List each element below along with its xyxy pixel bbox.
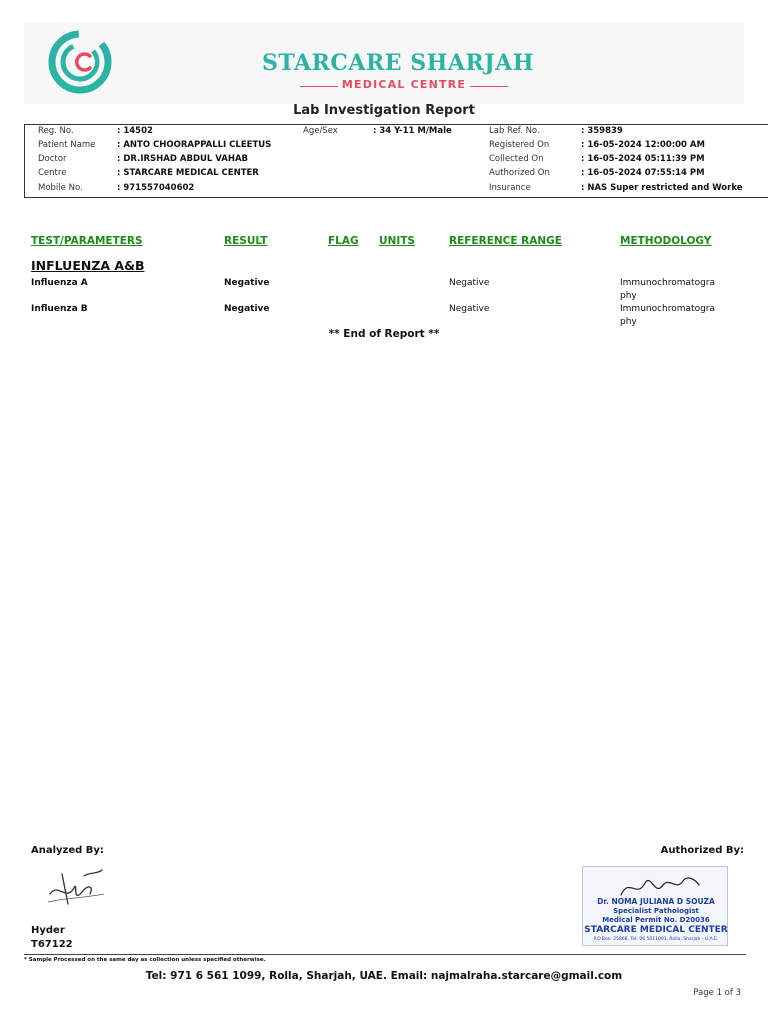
page-number: Page 1 of 3 <box>693 988 741 998</box>
starcare-logo-icon <box>48 30 112 94</box>
mobile-label: Mobile No. <box>38 183 83 193</box>
row-test: Influenza B <box>31 304 88 314</box>
lab-ref-label: Lab Ref. No. <box>489 126 540 136</box>
stamp-center-name: STARCARE MEDICAL CENTER <box>584 925 728 935</box>
patient-info-box <box>24 124 768 198</box>
row-result: Negative <box>224 304 270 314</box>
brand-subtitle-wrap <box>300 78 508 94</box>
pathologist-stamp <box>582 866 728 946</box>
end-of-report: ** End of Report ** <box>328 328 440 340</box>
col-header-flag: FLAG <box>328 235 359 247</box>
section-title: INFLUENZA A&B <box>31 258 145 273</box>
centre-value: : STARCARE MEDICAL CENTER <box>117 168 259 178</box>
analyst-name: Hyder <box>31 925 65 936</box>
brand-divider-left <box>300 86 338 87</box>
brand-divider-right <box>470 86 508 87</box>
col-header-range: REFERENCE RANGE <box>449 235 562 247</box>
analyzed-by-label: Analyzed By: <box>31 845 104 856</box>
registered-on-label: Registered On <box>489 140 550 150</box>
col-header-units: UNITS <box>379 235 415 247</box>
insurance-value: : NAS Super restricted and Worke <box>581 183 743 193</box>
footer-note: * Sample Processed on the same day as collection unless specified otherwise. <box>24 957 266 963</box>
row-method-line1: Immunochromatogra <box>620 278 716 288</box>
row-method-line2: phy <box>620 291 637 301</box>
row-test: Influenza A <box>31 278 88 288</box>
registered-on-value: : 16-05-2024 12:00:00 AM <box>581 140 705 150</box>
row-range: Negative <box>449 304 490 314</box>
collected-on-label: Collected On <box>489 154 544 164</box>
row-method-line2: phy <box>620 317 637 327</box>
brand-subtitle: MEDICAL CENTRE <box>341 78 467 91</box>
centre-label: Centre <box>38 168 67 178</box>
analyst-code: T67122 <box>31 939 73 950</box>
footer-contact: Tel: 971 6 561 1099, Rolla, Sharjah, UAE. Email: najmalraha.starcare@gmail.com <box>145 970 623 982</box>
authorized-on-value: : 16-05-2024 07:55:14 PM <box>581 168 705 178</box>
insurance-label: Insurance <box>489 183 531 193</box>
row-range: Negative <box>449 278 490 288</box>
lab-ref-value: : 359839 <box>581 126 623 136</box>
col-header-method: METHODOLOGY <box>620 235 712 247</box>
age-sex-label: Age/Sex <box>303 126 338 136</box>
authorized-on-label: Authorized On <box>489 168 550 178</box>
doctor-label: Doctor <box>38 154 67 164</box>
mobile-value: : 971557040602 <box>117 183 195 193</box>
authorized-by-label: Authorized By: <box>660 845 744 856</box>
age-sex-value: : 34 Y-11 M/Male <box>373 126 452 136</box>
col-header-test: TEST/PARAMETERS <box>31 235 143 247</box>
collected-on-value: : 16-05-2024 05:11:39 PM <box>581 154 705 164</box>
analyst-signature-icon <box>44 864 108 912</box>
col-header-result: RESULT <box>224 235 268 247</box>
doctor-value: : DR.IRSHAD ABDUL VAHAB <box>117 154 249 164</box>
reg-no-label: Reg. No. <box>38 126 74 136</box>
report-title: Lab Investigation Report <box>293 103 475 118</box>
reg-no-value: : 14502 <box>117 126 153 136</box>
row-method-line1: Immunochromatogra <box>620 304 716 314</box>
stamp-role: Specialist Pathologist <box>613 907 699 915</box>
row-result: Negative <box>224 278 270 288</box>
stamp-address: P.O.Box: 25868, Tel: 06 5611091, Rolla, Sharjah - U.A.E. <box>593 937 719 942</box>
footer-divider <box>24 954 746 955</box>
stamp-permit: Medical Permit No. D20036 <box>602 916 710 924</box>
patient-name-label: Patient Name <box>38 140 96 150</box>
brand-name: STARCARE SHARJAH <box>262 50 534 76</box>
stamp-doctor-name: Dr. NOMA JULIANA D SOUZA <box>597 897 715 906</box>
patient-name-value: : ANTO CHOORAPPALLI CLEETUS <box>117 140 272 150</box>
